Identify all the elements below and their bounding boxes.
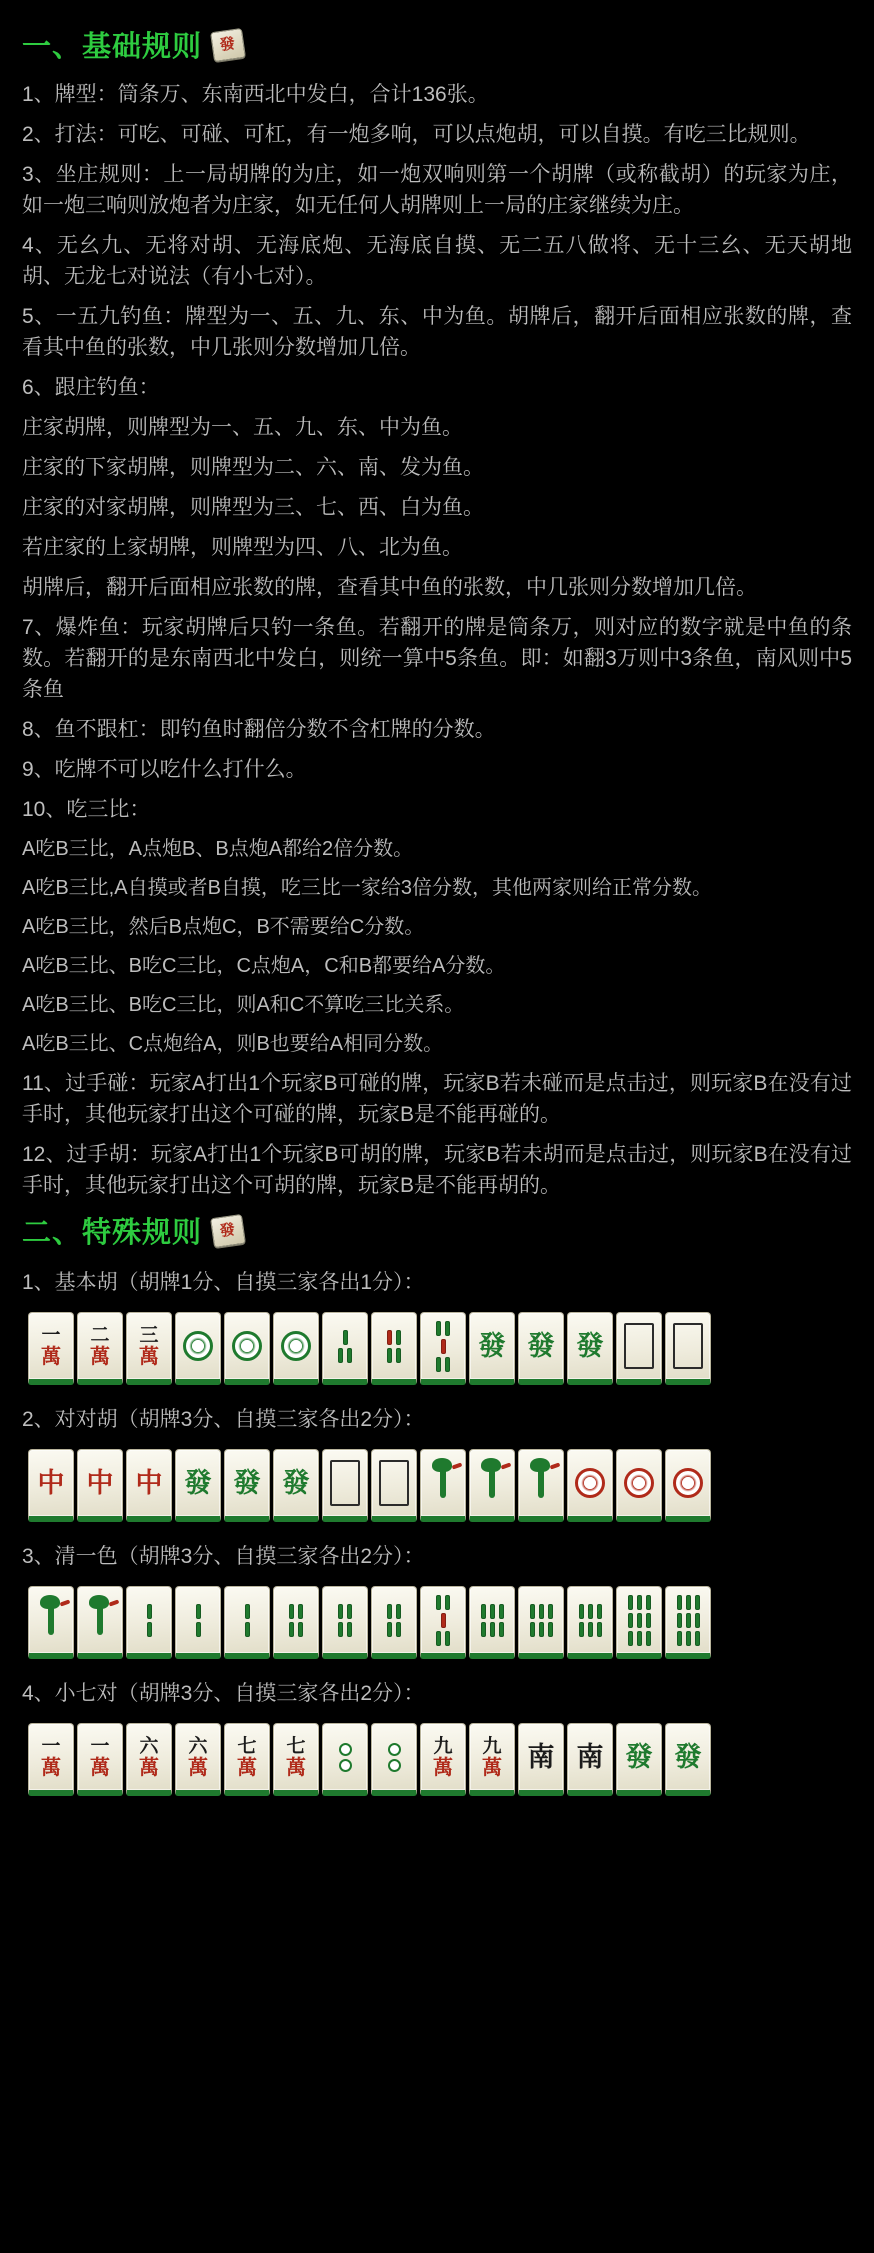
- mahjong-tile-dot: [371, 1723, 417, 1796]
- mahjong-tile-honor: 發: [273, 1449, 319, 1522]
- mahjong-tile-wan: 七 萬: [224, 1723, 270, 1796]
- mahjong-tile-honor: 發: [224, 1449, 270, 1522]
- mahjong-tile-bamboo: [371, 1586, 417, 1659]
- rule-item: A吃B三比、C点炮给A，则B也要给A相同分数。: [22, 1033, 444, 1055]
- mahjong-tile-wan: 九 萬: [420, 1723, 466, 1796]
- section-heading-basic-rules: [22, 24, 852, 65]
- mahjong-tile-bamboo: [567, 1586, 613, 1659]
- mahjong-tile-dot: [616, 1449, 662, 1522]
- mahjong-hand: [22, 1717, 852, 1799]
- rule-item: 5、一五九钓鱼：牌型为一、五、九、东、中为鱼。胡牌后，翻开后面相应张数的牌，查看其中鱼的张数，中几张则分数增加几倍。: [22, 305, 852, 359]
- rule-item: 4、无幺九、无将对胡、无海底炮、无海底自摸、无二五八做将、无十三幺、无天胡地胡、无龙七对说法（有小七对）。: [22, 234, 852, 288]
- mahjong-tile-wan: 一 萬: [77, 1723, 123, 1796]
- mahjong-tile-dot: [175, 1312, 221, 1385]
- mahjong-tile-wan: 六 萬: [175, 1723, 221, 1796]
- section-1-title: 一、基础规则: [22, 31, 203, 63]
- mahjong-tile-bamboo-one: [420, 1449, 466, 1522]
- mahjong-hand: [22, 1580, 852, 1662]
- mahjong-tile-wan: 七 萬: [273, 1723, 319, 1796]
- mahjong-tile-honor: 發: [469, 1312, 515, 1385]
- mahjong-tile-dot: [567, 1449, 613, 1522]
- mahjong-tile-bamboo: [469, 1586, 515, 1659]
- mahjong-tile-bamboo: [518, 1586, 564, 1659]
- mahjong-tile-bamboo-one: [518, 1449, 564, 1522]
- mahjong-tile-honor: 南: [518, 1723, 564, 1796]
- mahjong-tile-icon: [210, 1213, 246, 1247]
- mahjong-tile-bamboo: [322, 1586, 368, 1659]
- rule-item: 7、爆炸鱼：玩家胡牌后只钓一条鱼。若翻开的牌是筒条万，则对应的数字就是中鱼的条数。若翻开的是东南西北中发白，则统一算中5条鱼。即：如翻3万则中3条鱼，南风则中5条鱼: [22, 616, 852, 701]
- basic-rules-list: [22, 79, 852, 1201]
- mahjong-tile-bai: [371, 1449, 417, 1522]
- mahjong-tile-bamboo: [126, 1586, 172, 1659]
- mahjong-tile-honor: 發: [616, 1723, 662, 1796]
- section-heading-special-rules: [22, 1210, 852, 1251]
- rule-item: 若庄家的上家胡牌，则牌型为四、八、北为鱼。: [22, 536, 463, 559]
- mahjong-tile-bamboo: [175, 1586, 221, 1659]
- mahjong-tile-bamboo: [665, 1586, 711, 1659]
- mahjong-tile-wan: 一 萬: [28, 1312, 74, 1385]
- section-2-title: 二、特殊规则: [22, 1217, 203, 1249]
- mahjong-tile-bamboo: [224, 1586, 270, 1659]
- rule-item: 11、过手碰：玩家A打出1个玩家B可碰的牌，玩家B若未碰而是点击过，则玩家B在没有过手时，其他玩家打出这个可碰的牌，玩家B是不能再碰的。: [22, 1072, 852, 1126]
- rule-item: 9、吃牌不可以吃什么打什么。: [22, 758, 307, 781]
- case-heading: 4、小七对（胡牌3分、自摸三家各出2分）：: [22, 1682, 425, 1705]
- mahjong-tile-wan: 九 萬: [469, 1723, 515, 1796]
- rule-item: 8、鱼不跟杠：即钓鱼时翻倍分数不含杠牌的分数。: [22, 718, 496, 741]
- mahjong-tile-dot: [322, 1723, 368, 1796]
- mahjong-tile-honor: 發: [175, 1449, 221, 1522]
- mahjong-tile-icon: [210, 27, 246, 61]
- mahjong-tile-bamboo-one: [469, 1449, 515, 1522]
- mahjong-tile-wan: 一 萬: [28, 1723, 74, 1796]
- special-rules-list: [22, 1267, 852, 1799]
- mahjong-tile-dot: [273, 1312, 319, 1385]
- mahjong-tile-bamboo: [616, 1586, 662, 1659]
- rule-item: 12、过手胡：玩家A打出1个玩家B可胡的牌，玩家B若未胡而是点击过，则玩家B在没有过手时，其他玩家打出这个可胡的牌，玩家B是不能再胡的。: [22, 1143, 852, 1197]
- mahjong-tile-honor: 中: [126, 1449, 172, 1522]
- rule-item: 庄家的下家胡牌，则牌型为二、六、南、发为鱼。: [22, 456, 484, 479]
- rule-item: 庄家胡牌，则牌型为一、五、九、东、中为鱼。: [22, 416, 463, 439]
- mahjong-tile-wan: 三 萬: [126, 1312, 172, 1385]
- mahjong-tile-honor: 南: [567, 1723, 613, 1796]
- mahjong-tile-bamboo-one: [28, 1586, 74, 1659]
- rule-item: 6、跟庄钓鱼：: [22, 376, 160, 399]
- mahjong-tile-bamboo: [322, 1312, 368, 1385]
- mahjong-tile-bamboo: [420, 1586, 466, 1659]
- mahjong-tile-honor: 中: [28, 1449, 74, 1522]
- mahjong-tile-honor: 發: [518, 1312, 564, 1385]
- rule-item: 3、坐庄规则：上一局胡牌的为庄，如一炮双响则第一个胡牌（或称截胡）的玩家为庄，如一炮三响则放炮者为庄家，如无任何人胡牌则上一局的庄家继续为庄。: [22, 163, 852, 217]
- rule-item: A吃B三比,A自摸或者B自摸，吃三比一家给3倍分数，其他两家则给正常分数。: [22, 877, 713, 899]
- rule-item: A吃B三比，然后B点炮C，B不需要给C分数。: [22, 916, 425, 938]
- mahjong-tile-wan: 二 萬: [77, 1312, 123, 1385]
- mahjong-tile-dot: [665, 1449, 711, 1522]
- mahjong-tile-honor: 發: [567, 1312, 613, 1385]
- rule-item: 1、牌型：筒条万、东南西北中发白，合计136张。: [22, 83, 489, 106]
- case-heading: 3、清一色（胡牌3分、自摸三家各出2分）：: [22, 1545, 425, 1568]
- mahjong-tile-honor: 中: [77, 1449, 123, 1522]
- mahjong-tile-bamboo: [371, 1312, 417, 1385]
- mahjong-tile-dot: [224, 1312, 270, 1385]
- rule-item: A吃B三比、B吃C三比，C点炮A，C和B都要给A分数。: [22, 955, 506, 977]
- rule-item: A吃B三比，A点炮B、B点炮A都给2倍分数。: [22, 838, 414, 860]
- mahjong-tile-bamboo: [273, 1586, 319, 1659]
- case-heading: 2、对对胡（胡牌3分、自摸三家各出2分）：: [22, 1408, 425, 1431]
- rule-item: 10、吃三比：: [22, 798, 151, 821]
- rule-item: 胡牌后，翻开后面相应张数的牌，查看其中鱼的张数，中几张则分数增加几倍。: [22, 576, 757, 599]
- case-heading: 1、基本胡（胡牌1分、自摸三家各出1分）：: [22, 1271, 425, 1294]
- mahjong-tile-bai: [665, 1312, 711, 1385]
- rule-item: 2、打法：可吃、可碰、可杠，有一炮多响，可以点炮胡，可以自摸。有吃三比规则。: [22, 123, 811, 146]
- mahjong-tile-honor: 發: [665, 1723, 711, 1796]
- rule-item: 庄家的对家胡牌，则牌型为三、七、西、白为鱼。: [22, 496, 484, 519]
- mahjong-tile-bamboo-one: [77, 1586, 123, 1659]
- rule-item: A吃B三比、B吃C三比，则A和C不算吃三比关系。: [22, 994, 465, 1016]
- mahjong-hand: [22, 1443, 852, 1525]
- mahjong-tile-bamboo: [420, 1312, 466, 1385]
- mahjong-hand: [22, 1306, 852, 1388]
- mahjong-tile-bai: [322, 1449, 368, 1522]
- mahjong-tile-wan: 六 萬: [126, 1723, 172, 1796]
- mahjong-tile-bai: [616, 1312, 662, 1385]
